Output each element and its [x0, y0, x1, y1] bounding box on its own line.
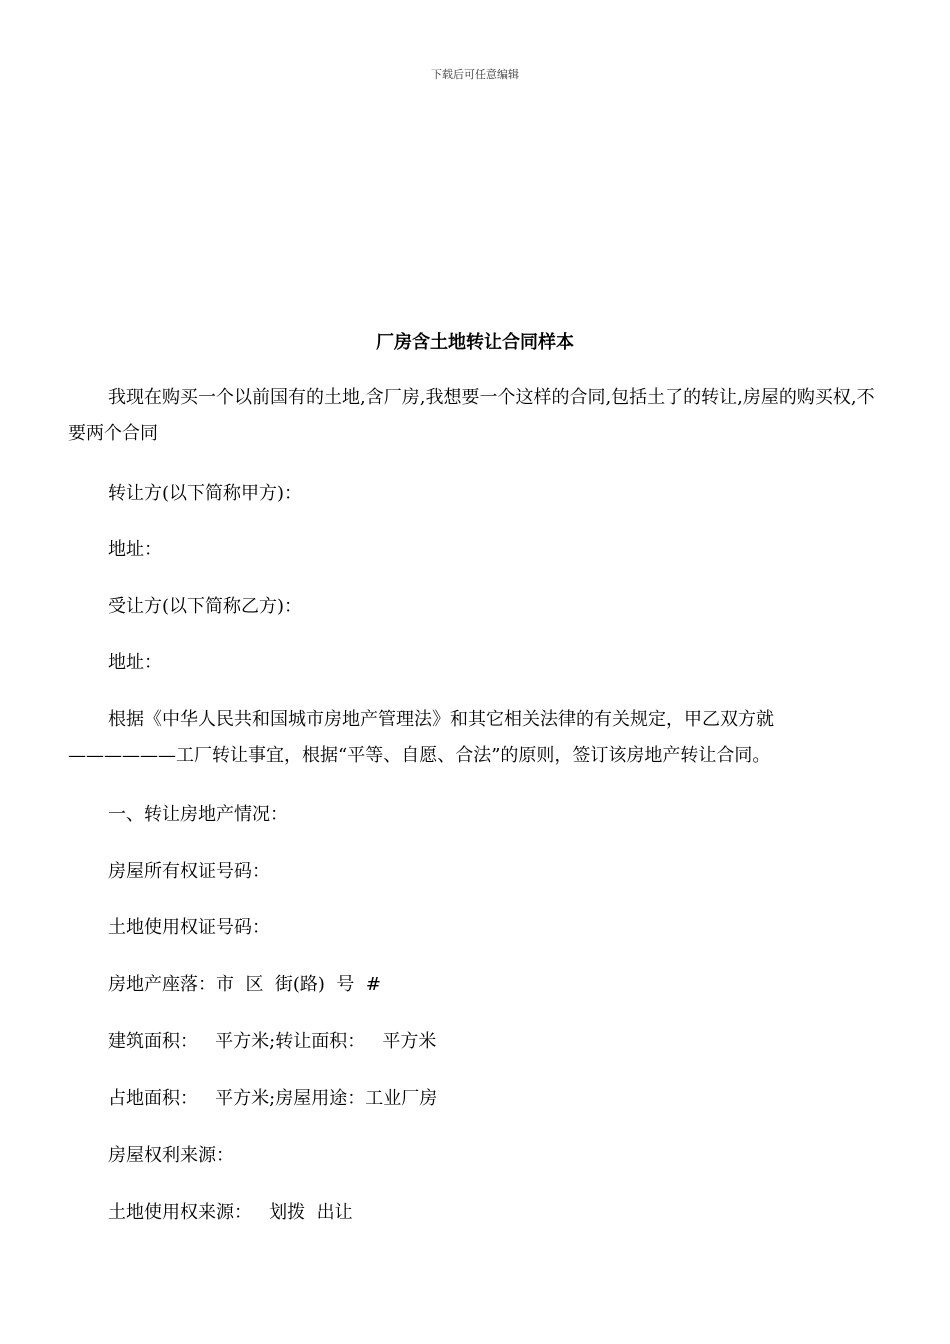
paragraph-house-cert: 房屋所有权证号码： — [108, 861, 270, 882]
document-title: 厂房含土地转让合同样本 — [376, 332, 574, 353]
section-heading-1: 一、转让房地产情况： — [108, 804, 288, 825]
paragraph-house-rights-source: 房屋权利来源： — [108, 1145, 234, 1166]
paragraph-legal-basis: 根据《中华人民共和国城市房地产管理法》和其它相关法律的有关规定，甲乙双方就——————工厂转让事宜，根据“平等、自愿、合法”的原则，签订该房地产转让合同。 — [68, 709, 774, 766]
paragraph-land-area: 占地面积： 平方米;房屋用途：工业厂房 — [108, 1088, 438, 1109]
paragraph-intro: 我现在购买一个以前国有的土地,含厂房,我想要一个这样的合同,包括土了的转让,房屋的购买权,不要两个合同 — [68, 387, 875, 444]
paragraph-transferee: 受让方(以下简称乙方)： — [108, 596, 303, 617]
paragraph-building-area: 建筑面积： 平方米;转让面积： 平方米 — [108, 1031, 437, 1052]
paragraph-transferee-address: 地址： — [108, 652, 162, 673]
header-note: 下载后可任意编辑 — [431, 68, 519, 81]
paragraph-transferor-address: 地址： — [108, 539, 162, 560]
paragraph-land-cert: 土地使用权证号码： — [108, 917, 270, 938]
paragraph-transferor: 转让方(以下简称甲方)： — [108, 483, 303, 504]
paragraph-location: 房地产座落：市 区 街(路) 号 # — [108, 974, 381, 995]
paragraph-land-rights-source: 土地使用权来源： 划拨 出让 — [108, 1202, 353, 1223]
